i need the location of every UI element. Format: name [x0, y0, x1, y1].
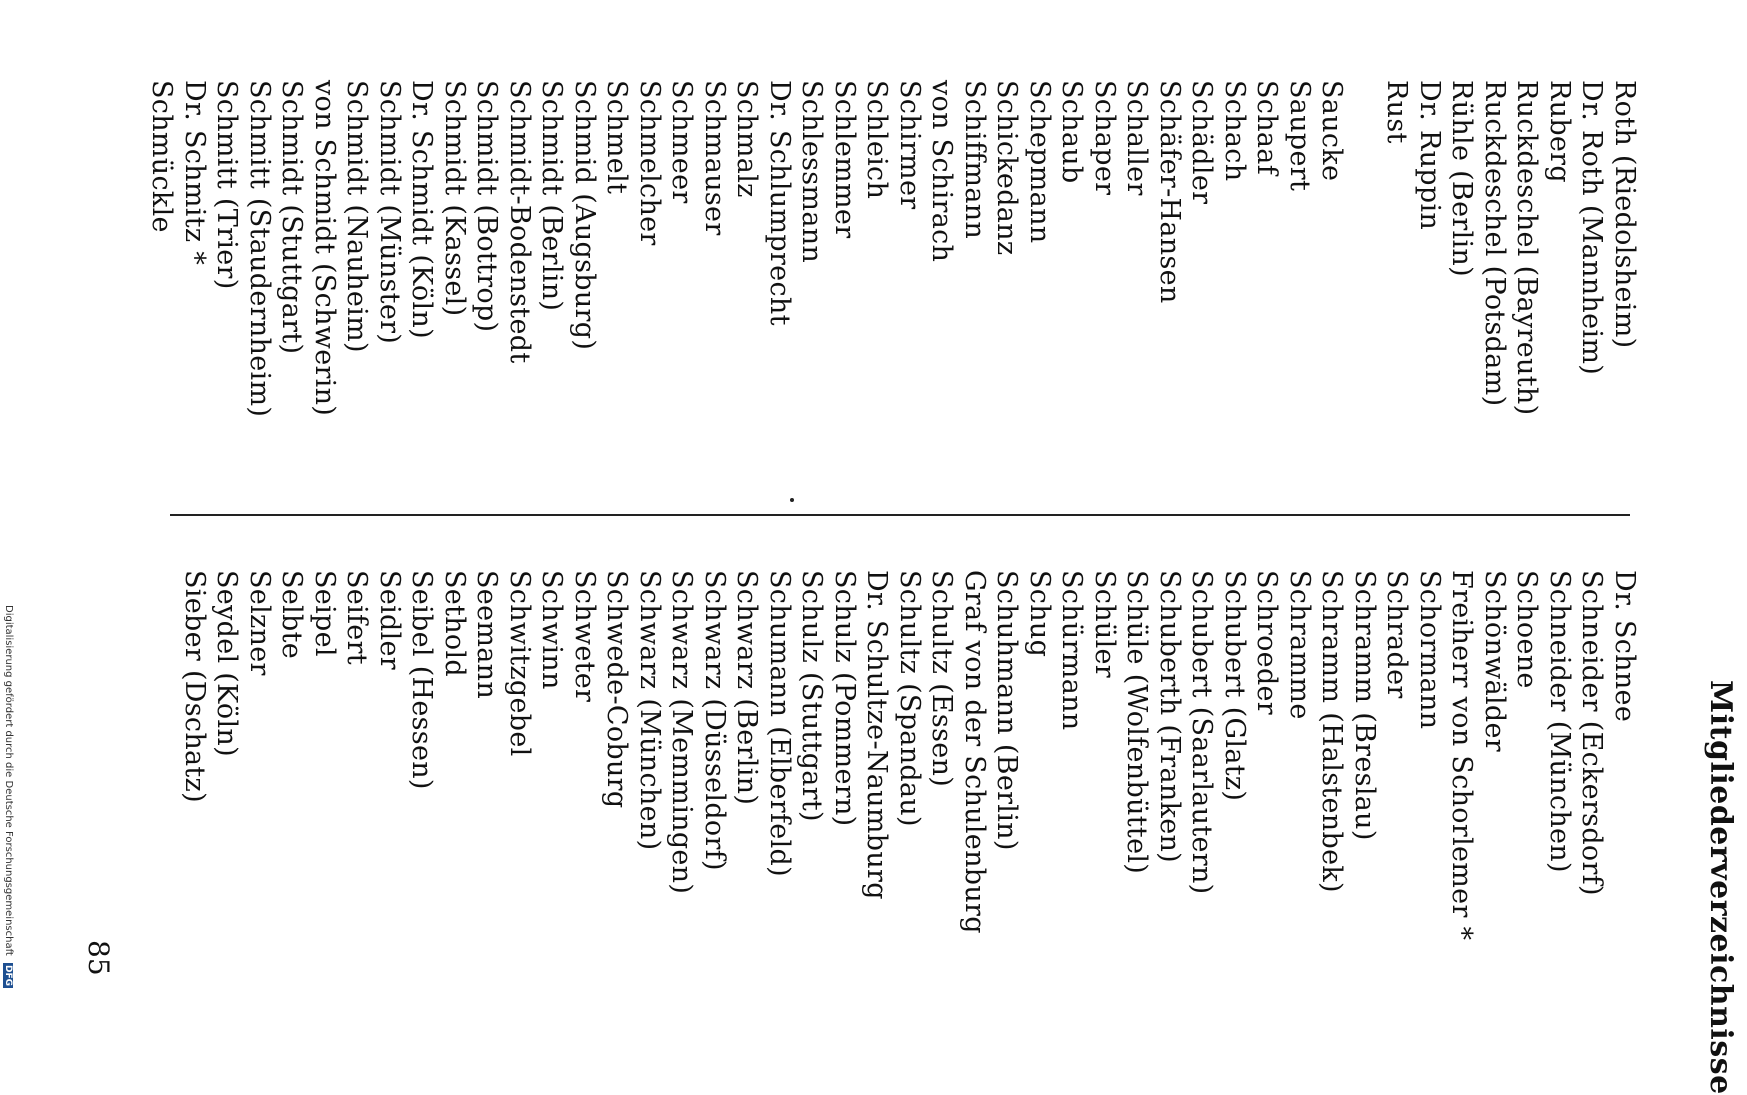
member-name: Roth (Riedolsheim)	[1609, 80, 1640, 349]
member-name: Dr. Schultze-Naumburg	[861, 570, 893, 900]
member-name: Schulz (Stuttgart)	[796, 570, 828, 822]
member-name: Ruberg	[1544, 80, 1575, 183]
member-name: Schleich	[861, 80, 893, 200]
member-name: Dr. Schmitz *	[179, 80, 210, 266]
member-name: Schmeer	[666, 80, 698, 204]
credit-text: Digitalisierung gefördert durch die Deutsche Forschungsgemeinschaft	[3, 605, 14, 956]
member-name: Schaub	[1056, 80, 1088, 184]
member-name: Schlessmann	[796, 80, 828, 264]
member-name: von Schirach	[926, 80, 958, 263]
member-name: Schmidt (Stuttgart)	[276, 80, 308, 355]
member-name: Schmidt (Berlin)	[536, 80, 568, 312]
member-name: Dr. Ruppin	[1414, 80, 1445, 231]
column-divider	[170, 514, 1630, 516]
member-name: Schmidt (Münster)	[374, 80, 405, 345]
member-name: Ruckdeschel (Bayreuth)	[1511, 80, 1543, 416]
member-name: Schwarz (München)	[634, 570, 665, 851]
member-name: Seipel	[309, 570, 340, 657]
member-name: Seifert	[341, 570, 373, 665]
page-heading: Mitgliederverzeichnisse	[1703, 680, 1738, 1095]
member-name: Schuhmann (Berlin)	[991, 570, 1023, 851]
member-name: Schubert (Glatz)	[1219, 570, 1250, 802]
member-name: Schultz (Spandau)	[894, 570, 925, 827]
member-name: Dr. Roth (Mannheim)	[1576, 80, 1608, 376]
member-name: Schug	[1024, 570, 1055, 658]
member-name: Sethold	[439, 570, 470, 677]
member-name: Schwinn	[536, 570, 568, 690]
member-name: Schroeder	[1251, 570, 1283, 716]
member-name: Saupert	[1284, 80, 1315, 192]
member-name: Schramm (Halstenbek)	[1316, 570, 1348, 893]
member-name: Schlemmer	[829, 80, 860, 239]
member-name: Schweter	[569, 570, 600, 703]
member-name: Schmidt (Bottrop)	[471, 80, 503, 333]
member-name: Schmidt-Bodenstedt	[504, 80, 535, 364]
member-name: Seydel (Köln)	[211, 570, 243, 757]
member-name: Schmalz	[731, 80, 763, 198]
divider-dot	[790, 498, 794, 502]
member-name: Schäfer-Hansen	[1154, 80, 1185, 304]
member-name: Saucke	[1316, 80, 1348, 182]
member-name: Seidler	[374, 570, 405, 671]
member-name: Schädler	[1186, 80, 1218, 205]
member-name: Dr. Schnee	[1609, 570, 1640, 723]
member-name: Schüle (Wolfenbüttel)	[1121, 570, 1153, 875]
member-name: Schulz (Pommern)	[829, 570, 860, 827]
member-list-column-bottom	[178, 570, 1641, 970]
member-name: Seibel (Hessen)	[406, 570, 438, 790]
member-name: Schaper	[1089, 80, 1120, 196]
digitization-credit	[3, 605, 14, 988]
member-name: Schmitt (Trier)	[211, 80, 243, 290]
member-name: Schwede-Coburg	[601, 570, 633, 809]
member-name: Schickedanz	[991, 80, 1023, 256]
member-name: Schneider (Eckersdorf)	[1576, 570, 1608, 896]
member-name: von Schmidt (Schwerin)	[309, 80, 340, 417]
member-name: Selzner	[244, 570, 275, 676]
member-name: Schaller	[1121, 80, 1153, 196]
member-name: Schürmann	[1056, 570, 1088, 731]
member-name: Dr. Schlumprecht	[764, 80, 795, 326]
member-name: Schubert (Saarlautern)	[1186, 570, 1218, 895]
member-name: Schramme	[1284, 570, 1315, 720]
member-name: Schmauser	[699, 80, 730, 236]
member-name: Schumann (Elberfeld)	[764, 570, 795, 877]
dfg-logo: DFG	[3, 965, 13, 987]
member-name: Schirmer	[894, 80, 925, 210]
member-name: Schwarz (Berlin)	[731, 570, 763, 806]
member-name: Rühle (Berlin)	[1446, 80, 1478, 277]
member-name: Schüler	[1089, 570, 1120, 679]
member-name: Schormann	[1414, 570, 1445, 730]
member-name: Schmelt	[601, 80, 633, 195]
member-list-column-top	[145, 80, 1640, 560]
page-number: 85	[82, 940, 115, 976]
member-name: Schwitzgebel	[504, 570, 535, 757]
member-name: Schmidt (Kassel)	[439, 80, 470, 317]
member-name: Freiherr von Schorlemer *	[1446, 570, 1478, 941]
member-name: Schramm (Breslau)	[1349, 570, 1380, 841]
member-name: Dr. Schmidt (Köln)	[406, 80, 438, 339]
member-name: Schmelcher	[634, 80, 665, 246]
member-name: Schrader	[1381, 570, 1413, 699]
member-name: Schmidt (Nauheim)	[341, 80, 373, 353]
member-name: Schmitt (Staudernheim)	[244, 80, 275, 418]
list-gap	[1348, 80, 1381, 560]
member-name: Schwarz (Düsseldorf)	[699, 570, 730, 871]
member-name: Sieber (Dschatz)	[179, 570, 210, 803]
member-name: Schwarz (Memmingen)	[666, 570, 698, 895]
member-name: Rust	[1381, 80, 1413, 144]
member-name: Schiffmann	[959, 80, 990, 240]
member-name: Schepmann	[1024, 80, 1055, 244]
member-name: Schach	[1219, 80, 1250, 182]
member-name: Schaaf	[1251, 80, 1283, 175]
member-name: Schoene	[1511, 570, 1543, 689]
member-name: Ruckdeschel (Potsdam)	[1479, 80, 1510, 407]
member-name: Schuberth (Franken)	[1154, 570, 1185, 864]
member-name: Schultz (Essen)	[926, 570, 958, 788]
member-name: Schmückle	[146, 80, 178, 233]
member-name: Graf von der Schulenburg	[959, 570, 990, 934]
member-name: Seemann	[471, 570, 503, 700]
member-name: Schönwälder	[1479, 570, 1510, 752]
member-name: Schneider (München)	[1544, 570, 1575, 873]
member-name: Selbte	[276, 570, 308, 660]
member-name: Schmid (Augsburg)	[569, 80, 600, 351]
